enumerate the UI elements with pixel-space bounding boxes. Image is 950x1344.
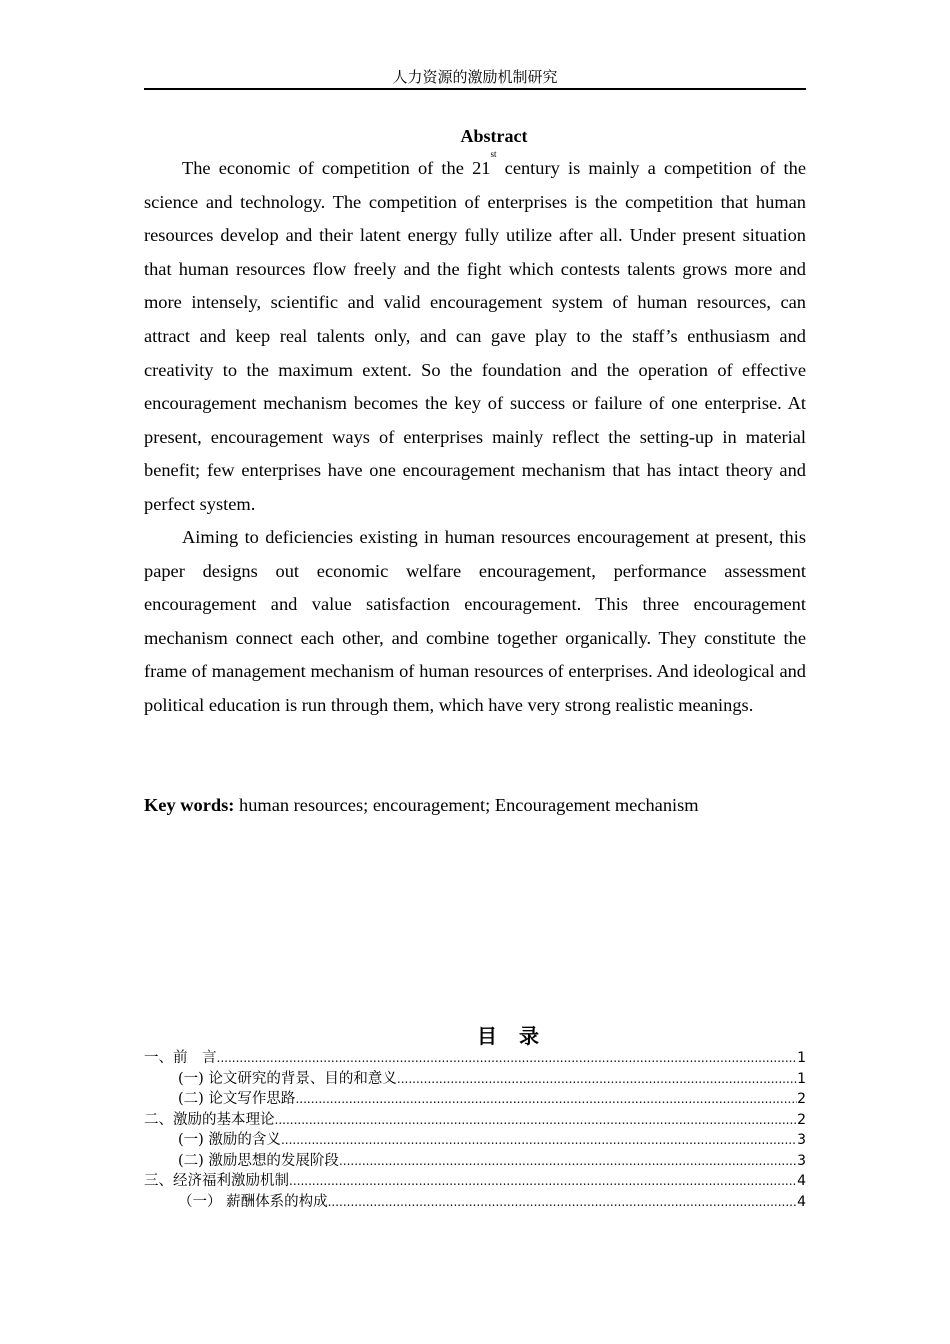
toc-entry[interactable] [144,1192,806,1213]
toc-leader-dots [339,1151,797,1172]
toc-entry[interactable] [144,1151,806,1172]
toc-page-number: 2 [797,1111,806,1128]
toc-entry[interactable] [144,1089,806,1110]
toc-leader-dots [397,1069,797,1090]
toc-page-number: 3 [797,1152,806,1169]
table-of-contents [144,1048,806,1212]
keywords-line [144,792,806,818]
toc-page-number: 1 [797,1070,806,1087]
toc-page-number: 1 [797,1050,806,1066]
toc-entry-label: (二) 论文写作思路 [178,1091,296,1107]
toc-entry[interactable] [144,1171,806,1192]
abstract-heading: Abstract [460,126,528,146]
paragraph-text: century is mainly a competition of the science and technology. The competition of enterprises is the competition that human resources develop and their latent energy fully utilize after all. Under present situation that human resources flow freely and the fight which contests talents grows more and more intensely, scientific and valid encouragement system of human resources, can attract and keep real talents only, and can gave play to the staff’s enthusiasm and creativity to the maximum extent. So the foundation and the operation of effective encouragement mechanism becomes the key of success or failure of one enterprise. At present, encouragement ways of enterprises mainly reflect the setting-up in material benefit; few enterprises have one encouragement mechanism that has intact theory and perfect system. [144,158,806,514]
toc-entry[interactable] [144,1048,806,1069]
toc-entry[interactable] [144,1130,806,1151]
toc-entry[interactable] [144,1110,806,1131]
paragraph-text: Aiming to deficiencies existing in human resources encouragement at present, this paper designs out economic welfare encouragement, performance assessment encouragement and value satisfaction encouragement. This three encouragement mechanism connect each other, and combine together organically. They constitute the frame of management mechanism of human resources of enterprises. And ideological and political education is run through them, which have very strong realistic meanings. [144,527,806,715]
toc-leader-dots [275,1110,798,1131]
running-header: 人力资源的激励机制研究 [144,66,806,90]
toc-leader-dots [217,1048,798,1069]
keywords-label: Key words: [144,795,235,815]
toc-leader-dots [281,1130,797,1151]
toc-entry-label: (一) 激励的含义 [178,1132,281,1148]
toc-entry-label: 一、前 言 [144,1050,217,1066]
toc-page-number: 3 [797,1132,806,1148]
toc-entry-label: (一) 论文研究的背景、目的和意义 [178,1070,397,1087]
superscript-ordinal: st [490,149,497,159]
toc-page-number: 4 [797,1173,806,1189]
abstract-paragraph-2 [144,521,806,723]
toc-entry-label: （一） 薪酬体系的构成 [178,1193,328,1210]
toc-page-number: 2 [797,1091,806,1107]
toc-entry-label: (二) 激励思想的发展阶段 [178,1152,339,1169]
paragraph-text: The economic of competition of the 21 [182,158,491,178]
keywords-value: human resources; encouragement; Encouragement mechanism [234,795,699,815]
toc-heading: 目录 [477,1024,561,1048]
toc-leader-dots [328,1192,797,1213]
toc-entry-label: 二、激励的基本理论 [144,1111,275,1128]
toc-entry-label: 三、经济福利激励机制 [144,1173,289,1189]
abstract-paragraph-1 [144,149,806,522]
toc-leader-dots [289,1171,797,1192]
toc-entry[interactable] [144,1069,806,1090]
toc-leader-dots [295,1089,797,1110]
toc-page-number: 4 [797,1193,806,1210]
